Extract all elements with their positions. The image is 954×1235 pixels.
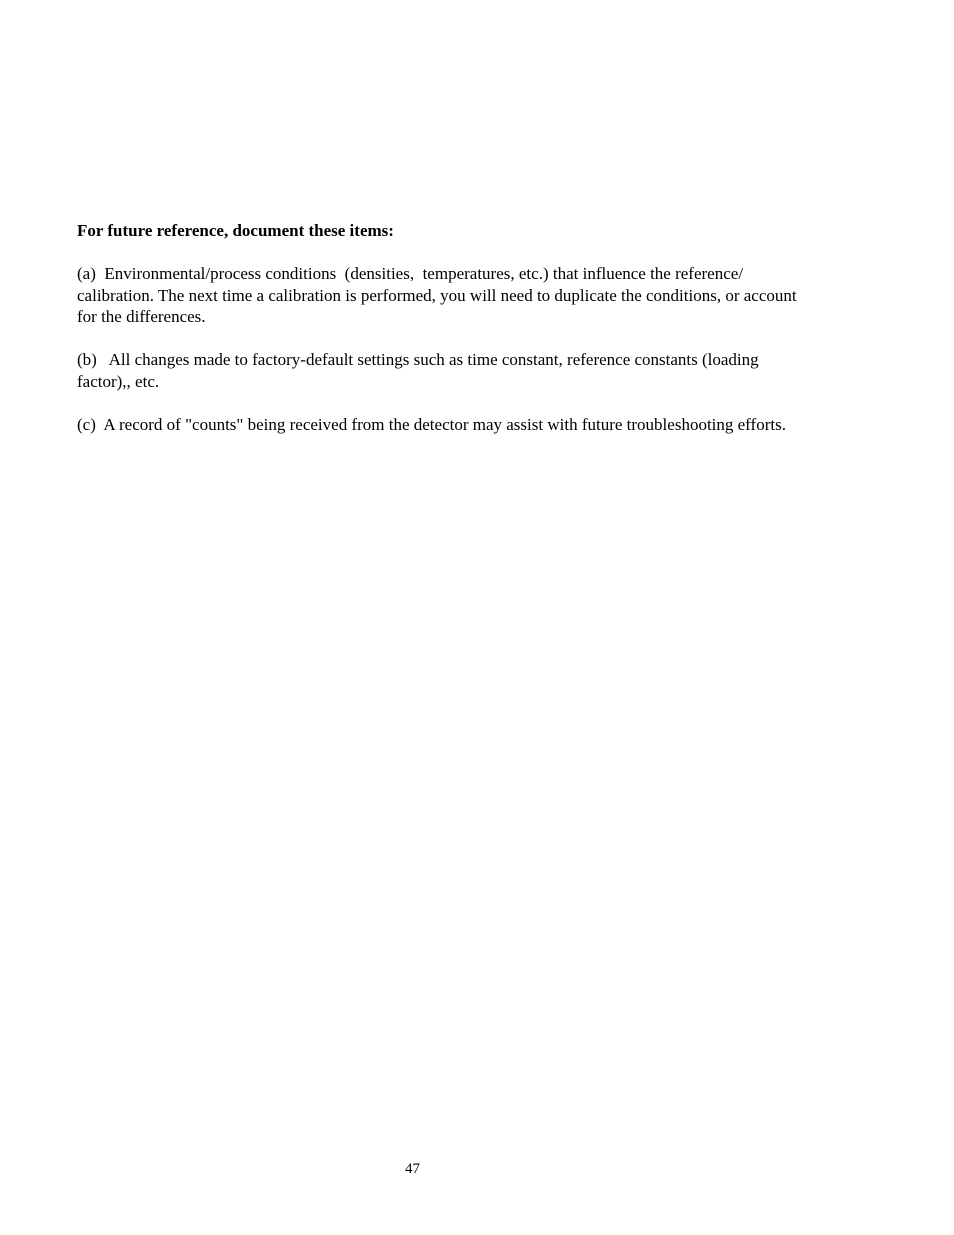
section-heading: For future reference, document these items: bbox=[77, 221, 394, 240]
page-content bbox=[77, 220, 877, 457]
list-item-b: (b) All changes made to factory-default settings such as time constant, reference constants (loading factor),, etc. bbox=[77, 350, 759, 391]
page-number: 47 bbox=[405, 1161, 420, 1177]
list-item-c: (c) A record of "counts" being received from the detector may assist with future troubleshooting efforts. bbox=[77, 414, 786, 434]
list-item-a: (a) Environmental/process conditions (densities, temperatures, etc.) that influence the reference/ calibration. The next time a calibration is performed, you will need to duplicate the conditions, or account for the differences. bbox=[77, 264, 797, 326]
